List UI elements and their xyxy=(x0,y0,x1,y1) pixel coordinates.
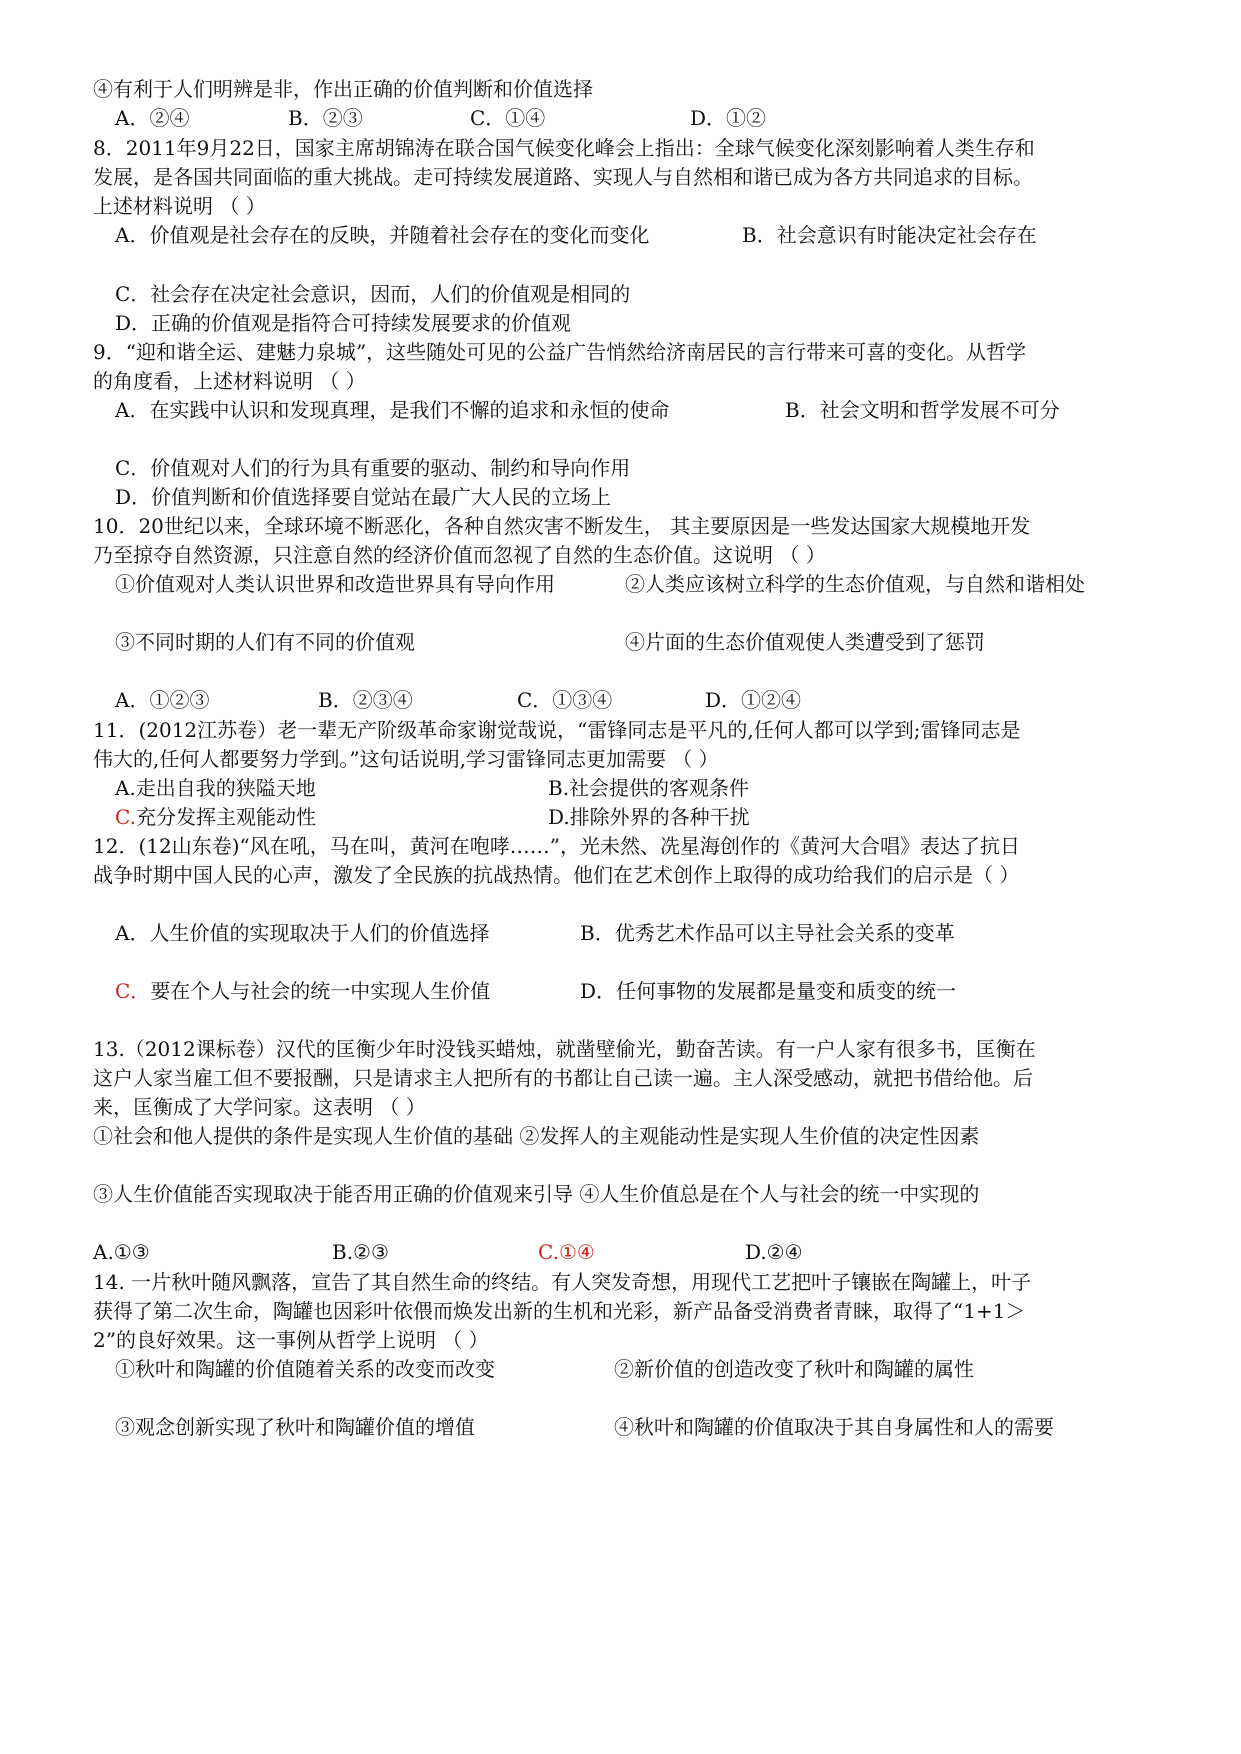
q12-option-a: A．人生价值的实现取决于人们的价值选择 xyxy=(115,921,490,945)
q12-option-b: B．优秀艺术作品可以主导社会关系的变革 xyxy=(580,921,955,945)
q11-option-d: D.排除外界的各种干扰 xyxy=(548,805,750,829)
q13-items-line-1: ①社会和他人提供的条件是实现人生价值的基础 ②发挥人的主观能动性是实现人生价值的决定性因素 xyxy=(93,1124,980,1148)
q14-item-4: ④秋叶和陶罐的价值取决于其自身属性和人的需要 xyxy=(614,1415,1054,1439)
q10-item-4: ④片面的生态价值观使人类遭受到了惩罚 xyxy=(625,630,985,654)
q11-option-c xyxy=(115,804,316,830)
q7-option-a: A．②④ xyxy=(115,106,190,130)
q8-stem-line-1: 8．2011年9月22日，国家主席胡锦涛在联合国气候变化峰会上指出：全球气候变化深刻影响着人类生存和 xyxy=(93,136,1035,160)
q10-item-2: ②人类应该树立科学的生态价值观，与自然和谐相处 xyxy=(625,572,1085,596)
q13-stem-line-3: 来，匡衡成了大学问家。这表明 （ ） xyxy=(93,1095,426,1119)
q7-option-b: B．②③ xyxy=(288,106,363,130)
q10-stem-line-1: 10．20世纪以来，全球环境不断恶化，各种自然灾害不断发生， 其主要原因是一些发达国家大规模地开发 xyxy=(93,514,1031,538)
q11-option-b: B.社会提供的客观条件 xyxy=(548,776,750,800)
q7-item-4: ④有利于人们明辨是非，作出正确的价值判断和价值选择 xyxy=(93,77,593,101)
q12-stem-line-2: 战争时期中国人民的心声，激发了全民族的抗战热情。他们在艺术创作上取得的成功给我们的启示是（ ） xyxy=(93,863,1020,887)
q13-stem-line-2: 这户人家当雇工但不要报酬，只是请求主人把所有的书都让自己读一遍。主人深受感动，就把书借给他。后 xyxy=(93,1066,1033,1090)
q7-option-d: D．①② xyxy=(690,106,767,130)
q14-item-1: ①秋叶和陶罐的价值随着关系的改变而改变 xyxy=(115,1357,495,1381)
q14-item-2: ②新价值的创造改变了秋叶和陶罐的属性 xyxy=(614,1357,974,1381)
q13-option-b: B.②③ xyxy=(332,1240,389,1264)
q10-option-b: B．②③④ xyxy=(318,688,413,712)
q7-option-c: C．①④ xyxy=(470,106,546,130)
q12-option-c-text: 要在个人与社会的统一中实现人生价值 xyxy=(150,979,491,1003)
q13-option-c: C.①④ xyxy=(538,1240,595,1264)
q11-option-c-text: 充分发挥主观能动性 xyxy=(135,805,316,829)
q9-option-a: A．在实践中认识和发现真理，是我们不懈的追求和永恒的使命 xyxy=(115,398,670,422)
q8-option-a: A．价值观是社会存在的反映，并随着社会存在的变化而变化 xyxy=(115,223,650,247)
q9-option-c: C．价值观对人们的行为具有重要的驱动、制约和导向作用 xyxy=(115,456,631,480)
q10-option-a: A．①②③ xyxy=(115,688,210,712)
q8-option-c: C．社会存在决定社会意识，因而，人们的价值观是相同的 xyxy=(115,282,631,306)
q12-option-d: D．任何事物的发展都是量变和质变的统一 xyxy=(580,979,957,1003)
q8-option-d: D．正确的价值观是指符合可持续发展要求的价值观 xyxy=(115,311,572,335)
q14-item-3: ③观念创新实现了秋叶和陶罐价值的增值 xyxy=(115,1415,475,1439)
q12-option-c xyxy=(115,978,490,1004)
q12-answer-mark: C． xyxy=(115,979,151,1003)
q14-stem-line-2: 获得了第二次生命，陶罐也因彩叶依偎而焕发出新的生机和光彩，新产品备受消费者青睐，取得了“1+1＞ xyxy=(93,1299,1026,1323)
q9-stem-line-1: 9．“迎和谐全运、建魅力泉城”，这些随处可见的公益广告悄然给济南居民的言行带来可喜的变化。从哲学 xyxy=(93,340,1027,364)
q10-option-c: C．①③④ xyxy=(517,688,613,712)
q11-stem-line-2: 伟大的,任何人都要努力学到。”这句话说明,学习雷锋同志更加需要 （ ） xyxy=(93,747,719,771)
q9-option-d: D．价值判断和价值选择要自觉站在最广大人民的立场上 xyxy=(115,485,612,509)
q14-stem-line-3: 2”的良好效果。这一事例从哲学上说明 （ ） xyxy=(93,1328,489,1352)
q11-option-a: A.走出自我的狭隘天地 xyxy=(115,776,316,800)
q8-stem-line-2: 发展，是各国共同面临的重大挑战。走可持续发展道路、实现人与自然相和谐已成为各方共同追求的目标。 xyxy=(93,165,1033,189)
q9-option-b: B．社会文明和哲学发展不可分 xyxy=(785,398,1060,422)
q10-item-1: ①价值观对人类认识世界和改造世界具有导向作用 xyxy=(115,572,555,596)
q13-option-a: A.①③ xyxy=(93,1240,150,1264)
q8-stem-line-3: 上述材料说明 （ ） xyxy=(93,194,266,218)
q10-option-d: D．①②④ xyxy=(705,688,802,712)
q10-stem-line-2: 乃至掠夺自然资源，只注意自然的经济价值而忽视了自然的生态价值。这说明 （ ） xyxy=(93,543,826,567)
q11-stem-line-1: 11．(2012江苏卷）老一辈无产阶级革命家谢觉哉说，“雷锋同志是平凡的,任何人都可以学到;雷锋同志是 xyxy=(93,718,1021,742)
q10-item-3: ③不同时期的人们有不同的价值观 xyxy=(115,630,415,654)
q13-option-d: D.②④ xyxy=(745,1240,803,1264)
q12-stem-line-1: 12．(12山东卷)“风在吼，马在叫，黄河在咆哮……”，光未然、冼星海创作的《黄河大合唱》表达了抗日 xyxy=(93,834,1020,858)
q14-stem-line-1: 14. 一片秋叶随风飘落，宣告了其自然生命的终结。有人突发奇想，用现代工艺把叶子镶嵌在陶罐上，叶子 xyxy=(93,1270,1032,1294)
q11-answer-mark: C. xyxy=(115,805,136,829)
q9-stem-line-2: 的角度看，上述材料说明 （ ） xyxy=(93,369,366,393)
q13-items-line-2: ③人生价值能否实现取决于能否用正确的价值观来引导 ④人生价值总是在个人与社会的统一中实现的 xyxy=(93,1182,980,1206)
q13-stem-line-1: 13.（2012课标卷）汉代的匡衡少年时没钱买蜡烛，就凿壁偷光，勤奋苦读。有一户人家有很多书，匡衡在 xyxy=(93,1037,1036,1061)
q8-option-b: B．社会意识有时能决定社会存在 xyxy=(742,223,1037,247)
